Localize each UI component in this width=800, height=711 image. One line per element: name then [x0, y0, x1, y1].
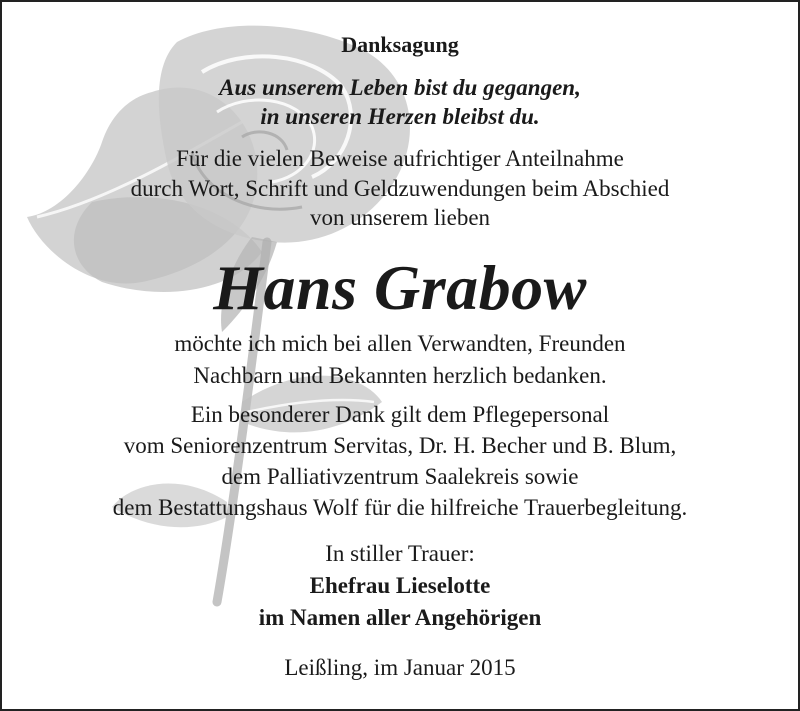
special-thanks-line-2: vom Seniorenzentrum Servitas, Dr. H. Becher und B. Blum,	[123, 433, 677, 458]
intro-line-1: Für die vielen Beweise aufrichtiger Anteilnahme	[176, 146, 624, 171]
signer-line-1: Ehefrau Lieselotte	[309, 573, 491, 598]
intro-line-3: von unserem lieben	[309, 205, 491, 230]
special-thanks-line-3: dem Palliativzentrum Saalekreis sowie	[221, 464, 579, 489]
notice-heading: Danksagung	[341, 32, 459, 57]
thanks-line-2: Nachbarn und Bekannten herzlich bedanken.	[193, 363, 607, 388]
mourning-line: In stiller Trauer:	[325, 541, 475, 566]
special-thanks-line-1: Ein besonderer Dank gilt dem Pflegepersonal	[190, 402, 610, 427]
signer-line-2: im Namen aller Angehörigen	[258, 605, 542, 630]
intro-line-2: durch Wort, Schrift und Geldzuwendungen beim Abschied	[130, 176, 670, 201]
verse-line-2: in unseren Herzen bleibst du.	[260, 104, 540, 129]
verse-line-1: Aus unserem Leben bist du gegangen,	[219, 75, 581, 100]
place-date: Leißling, im Januar 2015	[284, 655, 516, 680]
notice-text	[2, 2, 798, 709]
thanks-line-1: möchte ich mich bei allen Verwandten, Freunden	[174, 331, 626, 356]
deceased-name: Hans Grabow	[213, 252, 587, 323]
special-thanks-line-4: dem Bestattungshaus Wolf für die hilfreiche Trauerbegleitung.	[112, 495, 688, 520]
